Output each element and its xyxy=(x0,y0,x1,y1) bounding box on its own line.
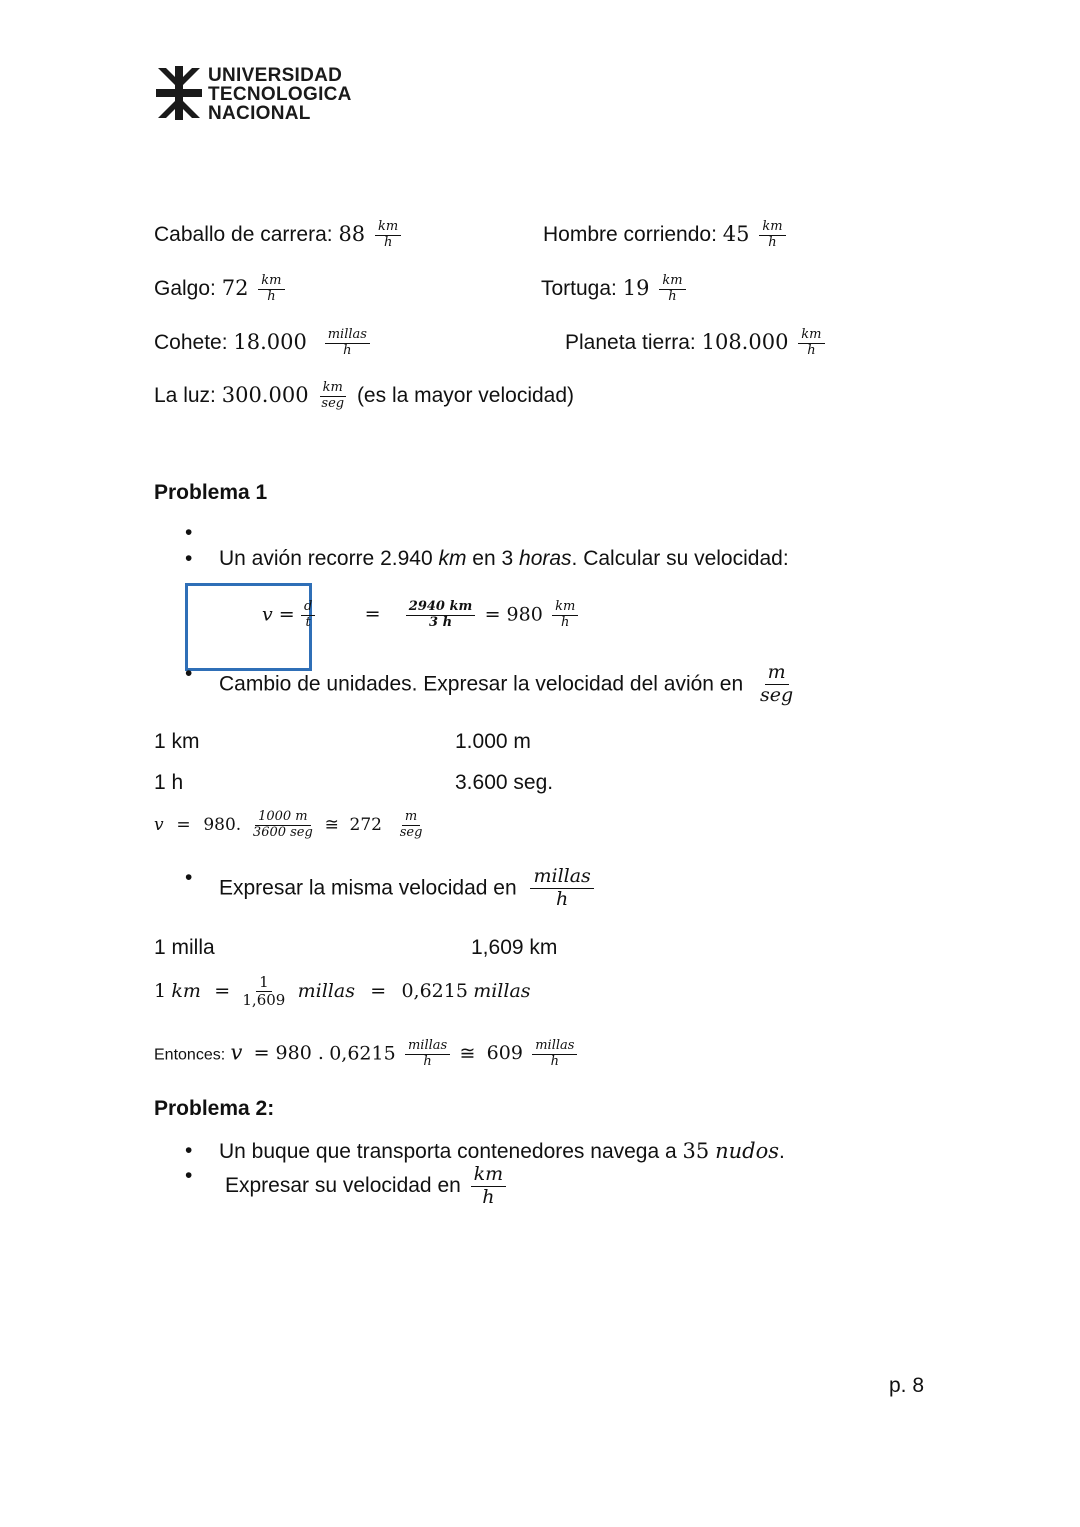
problema-1-title: Problema 1 xyxy=(154,481,268,504)
frac-den: h xyxy=(561,614,570,630)
speed-cohete xyxy=(154,328,374,359)
formula-eq: = xyxy=(364,603,381,626)
calc-v: v xyxy=(154,814,164,835)
m-over-seg xyxy=(757,662,796,707)
speed-value: 72 xyxy=(221,275,249,300)
entonces-unit xyxy=(532,1039,577,1070)
m-per-seg-calc xyxy=(154,810,429,841)
eq-fraction xyxy=(239,974,288,1010)
speed-caballo xyxy=(154,220,405,251)
frac-den: 3600 seg xyxy=(252,824,313,840)
speed-hombre xyxy=(543,220,790,251)
speed-label: Galgo: xyxy=(154,276,216,300)
unit-den: seg xyxy=(321,395,345,411)
unit-den: h xyxy=(383,234,393,250)
speed-value: 88 xyxy=(338,221,366,246)
conv-1-right: 1.000 m xyxy=(455,730,531,753)
conv-3-left: 1 milla xyxy=(154,936,215,959)
speed-value: 18.000 xyxy=(233,329,307,354)
unit-fraction xyxy=(375,220,401,251)
speed-label: La luz: xyxy=(154,383,216,407)
unit-den: h xyxy=(668,288,677,304)
millas-over-h xyxy=(530,866,593,911)
speed-label: Caballo de carrera: xyxy=(154,222,333,246)
p1-text: . Calcular su velocidad: xyxy=(571,547,789,570)
p1-text: Cambio de unidades. Expresar la velocidad del avión en xyxy=(219,672,744,696)
frac-den: h xyxy=(482,1185,495,1208)
p1-text: Un avión recorre 2.940 xyxy=(219,547,439,570)
conv-2-right: 3.600 seg. xyxy=(455,771,554,794)
calc-a: 980. xyxy=(203,814,242,835)
utn-logo-icon xyxy=(156,66,202,120)
frac-num: m xyxy=(402,810,420,826)
empty-bullet: • xyxy=(185,521,193,544)
p1-km: km xyxy=(438,547,467,570)
frac-num: millas xyxy=(405,1039,450,1055)
frac-den: seg xyxy=(399,824,423,840)
speed-value: 19 xyxy=(622,275,650,300)
calc-eq: = xyxy=(176,814,191,835)
frac-den: t xyxy=(305,614,311,630)
p1-item-1 xyxy=(219,547,789,571)
p1-text: Expresar la misma velocidad en xyxy=(219,876,517,900)
speed-value: 300.000 xyxy=(221,382,309,407)
p2-text: Expresar su velocidad en xyxy=(225,1174,461,1198)
calc-unit xyxy=(397,810,426,841)
speed-label: Cohete: xyxy=(154,330,228,354)
eq-km: km xyxy=(171,979,201,1002)
unit-fraction xyxy=(318,381,347,412)
unit-den: h xyxy=(807,342,816,358)
unit-num: km xyxy=(320,381,346,397)
entonces-label: Entonces: xyxy=(154,1046,226,1064)
entonces-calc xyxy=(154,1039,581,1070)
frac-num: 1 xyxy=(256,974,272,992)
unit-num: km xyxy=(759,220,785,236)
entonces-approx: ≅ xyxy=(459,1042,476,1065)
unit-fraction xyxy=(325,328,370,359)
unit-fraction xyxy=(798,328,824,359)
speed-value: 108.000 xyxy=(701,329,789,354)
frac-num: m xyxy=(765,662,789,685)
frac-den: 1,609 xyxy=(242,991,286,1010)
unit-fraction xyxy=(258,274,284,305)
d-over-t xyxy=(301,600,315,631)
unit-num: km xyxy=(798,328,824,344)
p2-end: . xyxy=(779,1140,785,1163)
p2-item-1 xyxy=(219,1139,785,1164)
p2-unit: nudos xyxy=(715,1139,780,1163)
calc-res: 272 xyxy=(349,814,382,835)
unit-fraction xyxy=(659,274,685,305)
frac-den: 3 h xyxy=(429,614,453,630)
logo-line-3: NACIONAL xyxy=(208,103,311,124)
speed-label: Tortuga: xyxy=(541,276,617,300)
frac-num: 1000 m xyxy=(255,810,311,826)
unit-num: km xyxy=(375,220,401,236)
entonces-eq: = 980 . xyxy=(253,1042,324,1065)
velocity-formula xyxy=(262,600,582,631)
speed-label: Planeta tierra: xyxy=(565,330,696,354)
conv-1-left: 1 km xyxy=(154,730,200,753)
speed-luz xyxy=(154,381,574,412)
frac-den: h xyxy=(423,1053,432,1069)
unit-fraction xyxy=(759,220,785,251)
calc-fraction xyxy=(250,810,316,841)
km-over-h xyxy=(471,1164,507,1209)
frac-den: h xyxy=(556,887,569,910)
result-unit xyxy=(552,600,578,631)
frac-num: 2940 km xyxy=(406,600,475,616)
logo-line-1: UNIVERSIDAD xyxy=(208,65,343,86)
p1-horas: horas xyxy=(519,547,572,570)
eq-unit: millas xyxy=(297,979,355,1002)
page-number: p. 8 xyxy=(889,1374,925,1397)
unit-den: h xyxy=(768,234,777,250)
logo-line-2: TECNOLOGICA xyxy=(208,84,352,105)
eq-a: 1 xyxy=(154,979,167,1002)
calc-approx: ≅ xyxy=(324,814,339,835)
entonces-v: v xyxy=(230,1040,243,1065)
conv-3-right: 1,609 km xyxy=(471,936,558,959)
km-to-millas-eq xyxy=(154,974,531,1010)
unit-den: h xyxy=(267,288,276,304)
speed-value: 45 xyxy=(722,221,750,246)
speed-tortuga xyxy=(541,274,690,305)
frac-num: millas xyxy=(532,1039,577,1055)
frac-den: seg xyxy=(760,683,794,706)
formula-result: = 980 xyxy=(484,603,543,626)
speed-galgo xyxy=(154,274,289,305)
university-logo xyxy=(156,66,386,122)
entonces-fraction xyxy=(405,1039,450,1070)
p1-item-2 xyxy=(219,662,800,707)
distance-over-time xyxy=(406,600,475,631)
p2-item-2 xyxy=(219,1164,510,1209)
speed-planeta xyxy=(565,328,829,359)
p1-text: en 3 xyxy=(466,547,520,570)
entonces-factor: 0,6215 xyxy=(329,1042,396,1065)
problema-2-title: Problema 2: xyxy=(154,1097,275,1120)
frac-den: h xyxy=(550,1053,560,1069)
conv-2-left: 1 h xyxy=(154,771,184,794)
unit-num: km xyxy=(258,274,284,290)
formula-v: v = xyxy=(262,603,295,626)
frac-num: km xyxy=(552,600,578,616)
speed-note: (es la mayor velocidad) xyxy=(356,383,575,407)
frac-num: d xyxy=(301,600,315,616)
eq-unit-2: millas xyxy=(473,979,531,1002)
p1-item-3 xyxy=(219,866,598,911)
entonces-res: 609 xyxy=(486,1042,523,1065)
p2-text: Un buque que transporta contenedores navega a xyxy=(219,1140,683,1163)
eq-sign-2: = xyxy=(370,979,387,1002)
frac-num: millas xyxy=(530,866,593,889)
eq-sign: = xyxy=(214,979,231,1002)
eq-res: 0,6215 xyxy=(401,979,468,1002)
unit-num: millas xyxy=(325,328,370,344)
speed-label: Hombre corriendo: xyxy=(543,222,717,246)
unit-den: h xyxy=(343,342,352,358)
p2-value: 35 xyxy=(682,1139,710,1163)
frac-num: km xyxy=(471,1164,507,1187)
unit-num: km xyxy=(659,274,685,290)
